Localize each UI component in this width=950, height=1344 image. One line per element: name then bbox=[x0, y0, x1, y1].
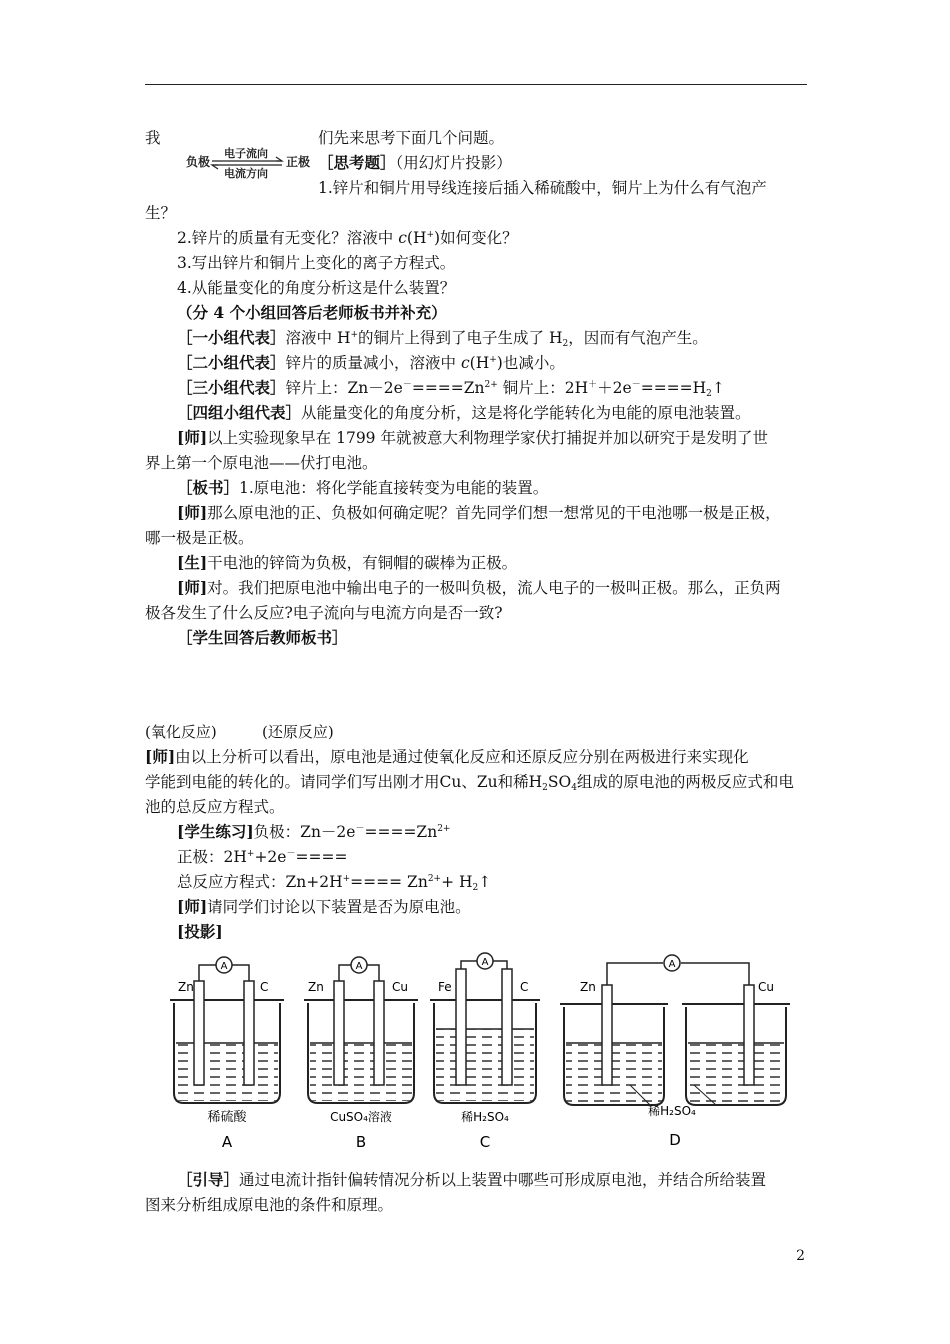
electrode-cu-label: Cu bbox=[758, 980, 774, 994]
board-2: ［学生回答后教师板书］ bbox=[177, 628, 348, 647]
apparatus-label: B bbox=[355, 1133, 367, 1151]
reduction-label: (还原反应) bbox=[262, 723, 334, 741]
teacher-4-cont1: 学能到电能的转化的。请同学们写出刚才用Cu、Zu和稀H2SO4组成的原电池的两极反应式和电 bbox=[145, 773, 794, 793]
intro-suffix: 们先来思考下面几个问题。 bbox=[318, 129, 505, 147]
practice-negative: [学生练习]负极：$Zn-2e^-====Zn^{2+}$ bbox=[177, 822, 451, 841]
current-flow-label: 电流方向 bbox=[224, 167, 268, 180]
student-1: [生]干电池的锌筒为负极，有铜帽的碳棒为正极。 bbox=[177, 553, 518, 572]
teacher-5: [师]请同学们讨论以下装置是否为原电池。 bbox=[177, 897, 471, 916]
page-number: 2 bbox=[796, 1248, 805, 1264]
teacher-1-cont: 界上第一个原电池——伏打电池。 bbox=[145, 454, 378, 472]
group-note: （分 4 个小组回答后老师板书并补充） bbox=[177, 303, 447, 322]
apparatus-c bbox=[430, 953, 540, 1151]
teacher-2: [师]那么原电池的正、负极如何确定呢？首先同学们想一想常见的干电池哪一极是正极， bbox=[177, 503, 781, 522]
group-2-answer: ［二小组代表］锌片的质量减小，溶液中 c(H+)也减小。 bbox=[177, 353, 565, 372]
apparatus-d bbox=[560, 955, 790, 1149]
solution-label: 稀H₂SO₄ bbox=[648, 1104, 696, 1118]
electrode-c-label: C bbox=[520, 980, 529, 994]
apparatus-label: A bbox=[221, 1133, 233, 1151]
ammeter-label: A bbox=[481, 957, 489, 968]
electrode-cu-label: Cu bbox=[392, 980, 408, 994]
think-heading: ［思考题］（用幻灯片投影） bbox=[318, 153, 512, 172]
teacher-2-cont: 哪一极是正极。 bbox=[145, 529, 254, 547]
group-3-answer: ［三小组代表］锌片上：$Zn-2e^-====Zn^{2+}$ 铜片上：2H＋＋2e－====H2↑ bbox=[177, 378, 725, 399]
apparatus-label: D bbox=[669, 1131, 681, 1149]
group-4-answer: ［四组小组代表］从能量变化的角度分析，这是将化学能转化为电能的原电池装置。 bbox=[177, 403, 751, 422]
question-3: 3.写出锌片和铜片上变化的离子方程式。 bbox=[177, 254, 456, 272]
practice-positive: 正极：2H++2e－==== bbox=[177, 848, 348, 866]
electrode-fe-label: Fe bbox=[438, 980, 452, 994]
board-1: ［板书］1.原电池：将化学能直接转变为电能的装置。 bbox=[177, 478, 549, 497]
guide-cont: 图来分析组成原电池的条件和原理。 bbox=[145, 1196, 394, 1214]
ammeter-label: A bbox=[220, 961, 228, 972]
question-4: 4.从能量变化的角度分析这是什么装置？ bbox=[177, 279, 456, 297]
teacher-1: [师]以上实验现象早在 1799 年就被意大利物理学家伏打捕捉并加以研究于是发明了世 bbox=[177, 428, 768, 447]
oxidation-label: (氧化反应) bbox=[145, 723, 217, 741]
ammeter-label: A bbox=[668, 959, 676, 970]
guide: ［引导］通过电流计指针偏转情况分析以上装置中哪些可形成原电池，并结合所给装置 bbox=[177, 1170, 767, 1189]
teacher-3-cont: 极各发生了什么反应?电子流向与电流方向是否一致? bbox=[145, 604, 503, 622]
electrode-c-label: C bbox=[260, 980, 269, 994]
group-1-answer: ［一小组代表］溶液中 H+的铜片上得到了电子生成了 H2，因而有气泡产生。 bbox=[177, 328, 708, 349]
galvanic-cell-figure bbox=[160, 945, 810, 1155]
electrode-zn-label: Zn bbox=[308, 980, 324, 994]
teacher-3: [师]对。我们把原电池中输出电子的一极叫负极，流人电子的一极叫正极。那么，正负两 bbox=[177, 578, 781, 597]
electron-flow-label: 电子流向 bbox=[224, 147, 268, 160]
apparatus-a bbox=[170, 957, 284, 1151]
solution-label: 稀H₂SO₄ bbox=[461, 1110, 509, 1124]
electron-flow-diagram bbox=[186, 145, 311, 181]
teacher-4-cont2: 池的总反应方程式。 bbox=[145, 798, 285, 816]
practice-total: 总反应方程式：$Zn+2H^+==== Zn^{2+}+$ H2↑ bbox=[177, 873, 492, 893]
question-1: 1.锌片和铜片用导线连接后插入稀硫酸中，铜片上为什么有气泡产 bbox=[318, 179, 767, 197]
teacher-4: [师]由以上分析可以看出，原电池是通过使氧化反应和还原反应分别在两极进行来实现化 bbox=[145, 747, 749, 766]
solution-label: CuSO₄溶液 bbox=[330, 1110, 392, 1124]
header-rule bbox=[145, 84, 807, 85]
electrode-zn-label: Zn bbox=[178, 980, 194, 994]
apparatus-label: C bbox=[479, 1133, 491, 1151]
projection-label: [投影] bbox=[177, 922, 223, 941]
apparatus-b bbox=[304, 957, 418, 1151]
intro-prefix: 我 bbox=[145, 129, 161, 147]
positive-pole-label: 正极 bbox=[286, 155, 311, 169]
electrode-zn-label: Zn bbox=[580, 980, 596, 994]
question-1-cont: 生？ bbox=[145, 204, 177, 222]
question-2: 2.锌片的质量有无变化？溶液中 c(H+)如何变化？ bbox=[177, 229, 518, 247]
ammeter-label: A bbox=[355, 961, 363, 972]
solution-label: 稀硫酸 bbox=[207, 1110, 247, 1125]
negative-pole-label: 负极 bbox=[186, 155, 211, 169]
